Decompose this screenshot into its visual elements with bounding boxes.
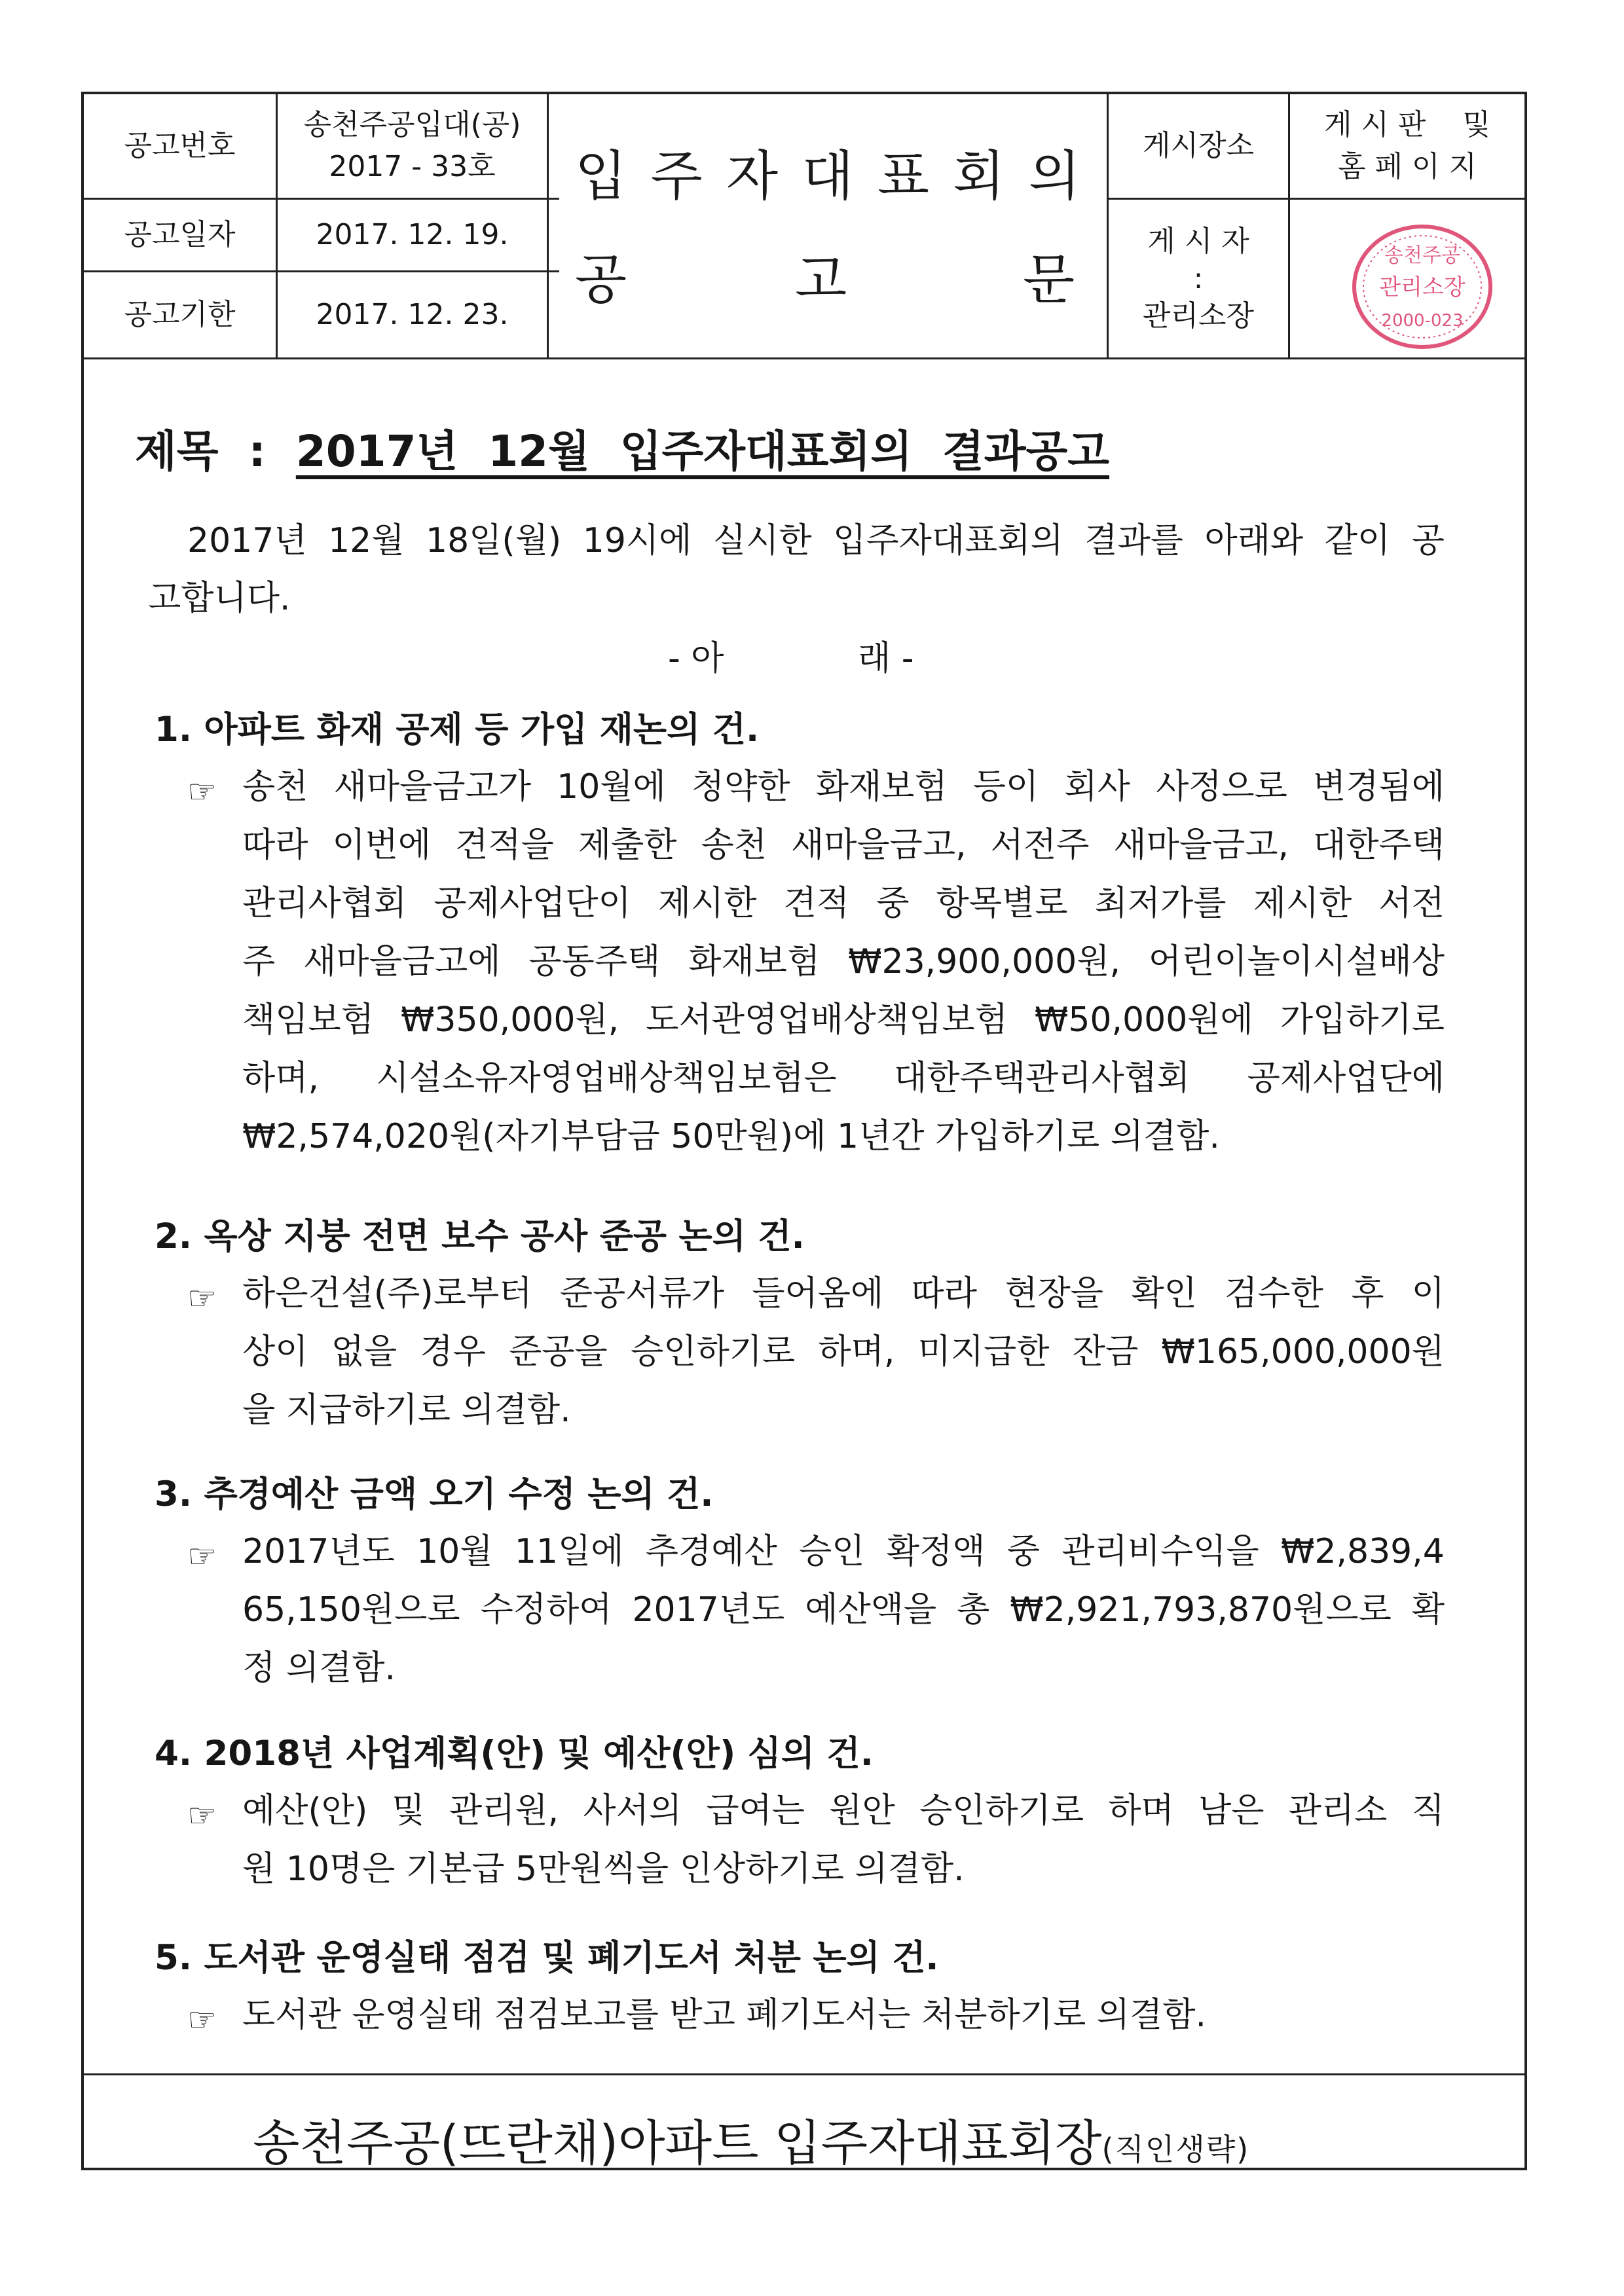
word: 관리사협회 bbox=[242, 884, 407, 923]
pointer-icon: ☞ bbox=[187, 2001, 217, 2039]
word: 화재보험 bbox=[815, 767, 948, 807]
word: 예산(안) bbox=[242, 1791, 368, 1831]
word: 확인 bbox=[1131, 1274, 1197, 1313]
header-divider bbox=[547, 92, 549, 357]
item-body-line bbox=[242, 1332, 1445, 1372]
word: 하며, bbox=[818, 1332, 895, 1372]
item-body-line bbox=[242, 767, 1445, 807]
word: 가입하기로 bbox=[1280, 1000, 1445, 1040]
item-body-line: 원 10명은 기본급 5만원씩을 인상하기로 의결함. bbox=[242, 1850, 965, 1889]
word: 관리소 bbox=[1288, 1791, 1388, 1831]
word: 사서의 bbox=[583, 1791, 682, 1831]
word: 중 bbox=[876, 884, 910, 923]
posting-place-line2: 홈 페 이 지 bbox=[1338, 150, 1477, 183]
word: 준공서류가 bbox=[559, 1274, 724, 1313]
word: 책임보험 bbox=[242, 1000, 374, 1040]
word: 하며, bbox=[242, 1059, 319, 1098]
intro-line: 고합니다. bbox=[148, 579, 291, 618]
word: 항목별로 bbox=[936, 884, 1068, 923]
footer-signature bbox=[253, 2105, 1249, 2174]
word: 중 bbox=[1006, 1532, 1040, 1571]
word: ₩2,921,793,870원으로 bbox=[1010, 1590, 1392, 1630]
seal-text-bottom: 2000-023 bbox=[1381, 311, 1464, 331]
word: 새마을금고, bbox=[790, 826, 967, 865]
word: 현장을 bbox=[1005, 1274, 1104, 1313]
item-body-line bbox=[242, 1590, 1445, 1630]
item-heading: 5. 도서관 운영실태 점검 및 폐기도서 처분 논의 건. bbox=[155, 1938, 939, 1978]
below-marker-left: - 아 bbox=[668, 639, 724, 678]
intro-line bbox=[187, 521, 1445, 560]
word: 없을 bbox=[331, 1332, 397, 1372]
item-body-line bbox=[242, 1000, 1445, 1040]
word: 10월 bbox=[416, 1532, 493, 1571]
pointer-icon: ☞ bbox=[187, 1537, 217, 1575]
item-body-line: 정 의결함. bbox=[242, 1649, 396, 1688]
word: 하은건설(주)로부터 bbox=[242, 1274, 532, 1313]
word: 승인하기로 bbox=[919, 1791, 1084, 1831]
word: 2017년 bbox=[187, 521, 307, 560]
below-marker-right: 래 - bbox=[858, 639, 914, 678]
word: 준공을 bbox=[509, 1332, 608, 1372]
word: 관리비수익을 bbox=[1061, 1532, 1259, 1571]
poster-label-line2: : bbox=[1193, 261, 1204, 295]
word: 결과를 bbox=[1084, 521, 1183, 560]
subject-title bbox=[135, 416, 1109, 479]
item-heading: 2. 옥상 지붕 전면 보수 공사 준공 논의 건. bbox=[155, 1216, 805, 1256]
header-bottom-rule bbox=[81, 357, 1527, 359]
poster-label bbox=[1109, 200, 1288, 357]
document-title-char: 대 bbox=[802, 145, 854, 208]
subject-prefix: 제목 : bbox=[135, 426, 296, 477]
word: 12월 bbox=[328, 521, 405, 560]
word: 시설소유자영업배상책임보험은 bbox=[376, 1059, 837, 1098]
item-body-line: ₩2,574,020원(자기부담금 50만원)에 1년간 가입하기로 의결함. bbox=[242, 1117, 1220, 1156]
word: 승인 bbox=[798, 1532, 865, 1571]
word: 도서관영업배상책임보험 bbox=[646, 1000, 1008, 1040]
word: ₩50,000원에 bbox=[1034, 1000, 1253, 1040]
word: 공 bbox=[1411, 521, 1445, 560]
document-title-char: 자 bbox=[726, 145, 779, 208]
word: 등이 bbox=[972, 767, 1039, 807]
word: 청약한 bbox=[691, 767, 790, 807]
item-body-line bbox=[242, 884, 1445, 923]
word: 미지급한 bbox=[917, 1332, 1050, 1372]
word: 제출한 bbox=[578, 826, 677, 865]
document-title-char: 입 bbox=[575, 145, 627, 208]
notice-no-label: 공고번호 bbox=[124, 129, 236, 163]
word: 어린이놀이시설배상 bbox=[1148, 942, 1445, 981]
word: 송천 bbox=[242, 767, 308, 807]
word: ₩165,000,000원 bbox=[1161, 1332, 1445, 1372]
document-title-char: 표 bbox=[877, 145, 930, 208]
item-body-line bbox=[242, 942, 1445, 981]
footer-note: (직인생략) bbox=[1101, 2132, 1250, 2167]
word: 최저가를 bbox=[1094, 884, 1227, 923]
document-title-char: 문 bbox=[1023, 249, 1075, 311]
word: 직 bbox=[1411, 1791, 1445, 1831]
item-body-line bbox=[242, 1791, 1445, 1831]
word: 따라 bbox=[242, 826, 308, 865]
word: 새마을금고가 bbox=[333, 767, 531, 807]
word: 10월에 bbox=[557, 767, 666, 807]
word: 확 bbox=[1411, 1590, 1445, 1630]
document-title-char: 회 bbox=[953, 145, 1005, 208]
word: 및 bbox=[392, 1791, 425, 1831]
posting-place-line1: 게 시 판 및 bbox=[1324, 108, 1490, 142]
item-body-line bbox=[242, 1274, 1445, 1313]
poster-label-line1: 게 시 자 bbox=[1147, 224, 1249, 258]
word: 공제사업단에 bbox=[1247, 1059, 1445, 1098]
deadline-label: 공고기한 bbox=[124, 298, 236, 332]
item-body-line bbox=[242, 826, 1445, 865]
word: 견적 bbox=[783, 884, 850, 923]
seal-text-top: 송천주공 bbox=[1384, 244, 1460, 267]
word: 서전주 bbox=[990, 826, 1090, 865]
posting-place-value bbox=[1290, 94, 1524, 198]
item-body-line bbox=[242, 1532, 1445, 1571]
word: 2017년도 bbox=[242, 1532, 395, 1571]
word: ₩2,839,4 bbox=[1280, 1532, 1445, 1571]
word: 2017년도 bbox=[632, 1590, 785, 1630]
word: 예산액을 bbox=[805, 1590, 937, 1630]
deadline-value: 2017. 12. 23. bbox=[316, 298, 509, 332]
word: 잔금 bbox=[1072, 1332, 1139, 1372]
word: 11일에 bbox=[514, 1532, 624, 1571]
word: 제시한 bbox=[1253, 884, 1352, 923]
item-heading: 1. 아파트 화재 공제 등 가입 재논의 건. bbox=[155, 710, 760, 750]
word: 공동주택 bbox=[528, 942, 661, 981]
word: 하며 bbox=[1108, 1791, 1174, 1831]
document-title-line1 bbox=[575, 134, 1080, 210]
poster-label-line3: 관리소장 bbox=[1142, 299, 1254, 333]
word: 수정하여 bbox=[480, 1590, 612, 1630]
word: 화재보험 bbox=[688, 942, 821, 981]
word: 확정액 bbox=[886, 1532, 986, 1571]
document-title-char: 주 bbox=[650, 145, 703, 208]
notice-no-line2: 2017 - 33호 bbox=[329, 150, 496, 183]
word: ₩350,000원, bbox=[401, 1000, 619, 1040]
word: 상이 bbox=[242, 1332, 308, 1372]
word: 변경됨에 bbox=[1313, 767, 1445, 807]
item-heading: 3. 추경예산 금액 오기 수정 논의 건. bbox=[155, 1474, 714, 1514]
document-title-char: 고 bbox=[795, 249, 847, 311]
item-body-line bbox=[242, 1059, 1445, 1098]
word: 사정으로 bbox=[1155, 767, 1287, 807]
word: 남은 bbox=[1198, 1791, 1264, 1831]
footer-rule bbox=[81, 2073, 1527, 2075]
notice-no-line1: 송천주공입대(공) bbox=[303, 108, 521, 142]
word: 추경예산 bbox=[645, 1532, 777, 1571]
item-body-line: 도서관 운영실태 점검보고를 받고 폐기도서는 처분하기로 의결함. bbox=[242, 1995, 1206, 2035]
word: 공제사업단이 bbox=[434, 884, 631, 923]
word: 승인하기로 bbox=[630, 1332, 796, 1372]
word: 원안 bbox=[829, 1791, 895, 1831]
word: 따라 bbox=[911, 1274, 977, 1313]
word: 이 bbox=[1411, 1274, 1445, 1313]
word: 회사 bbox=[1064, 767, 1130, 807]
word: 들어옴에 bbox=[752, 1274, 884, 1313]
word: 새마을금고, bbox=[1113, 826, 1289, 865]
word: 65,150원으로 bbox=[242, 1590, 460, 1630]
word: 입주자대표회의 bbox=[833, 521, 1063, 560]
word: 18일(월) bbox=[426, 521, 562, 560]
subject-text: 2017년 12월 입주자대표회의 결과공고 bbox=[295, 426, 1110, 477]
word: 견적을 bbox=[455, 826, 554, 865]
pointer-icon: ☞ bbox=[187, 1279, 217, 1317]
word: 대한주택관리사협회 bbox=[894, 1059, 1190, 1098]
word: 실시한 bbox=[712, 521, 812, 560]
word: 주 bbox=[242, 942, 276, 981]
item-heading: 4. 2018년 사업계획(안) 및 예산(안) 심의 건. bbox=[155, 1734, 874, 1774]
official-seal bbox=[1348, 221, 1497, 352]
document-title-line2 bbox=[575, 237, 1080, 311]
item-body-line: 을 지급하기로 의결함. bbox=[242, 1391, 571, 1430]
word: 총 bbox=[957, 1590, 990, 1630]
word: 제시한 bbox=[657, 884, 757, 923]
word: 급여는 bbox=[706, 1791, 805, 1831]
pointer-icon: ☞ bbox=[187, 773, 217, 811]
word: 새마을금고에 bbox=[303, 942, 501, 981]
word: 관리원, bbox=[449, 1791, 559, 1831]
pointer-icon: ☞ bbox=[187, 1796, 217, 1834]
word: 송천 bbox=[701, 826, 767, 865]
word: 이번에 bbox=[332, 826, 432, 865]
word: 대한주택 bbox=[1313, 826, 1445, 865]
document-title-char: 의 bbox=[1028, 145, 1080, 208]
notice-no-value bbox=[278, 94, 547, 198]
word: 아래와 bbox=[1204, 521, 1304, 560]
word: ₩23,900,000원, bbox=[848, 942, 1120, 981]
posting-place-label: 게시장소 bbox=[1142, 129, 1254, 163]
notice-date-label: 공고일자 bbox=[124, 218, 236, 252]
seal-text-mid: 관리소장 bbox=[1379, 274, 1466, 301]
document-title-char: 공 bbox=[575, 249, 627, 311]
word: 19시에 bbox=[582, 521, 692, 560]
word: 서전 bbox=[1378, 884, 1445, 923]
word: 같이 bbox=[1324, 521, 1391, 560]
word: 후 bbox=[1351, 1274, 1384, 1313]
footer-main: 송천주공(뜨란채)아파트 입주자대표회장 bbox=[253, 2115, 1102, 2172]
word: 경우 bbox=[420, 1332, 486, 1372]
notice-date-value: 2017. 12. 19. bbox=[316, 218, 509, 252]
word: 검수한 bbox=[1225, 1274, 1323, 1313]
